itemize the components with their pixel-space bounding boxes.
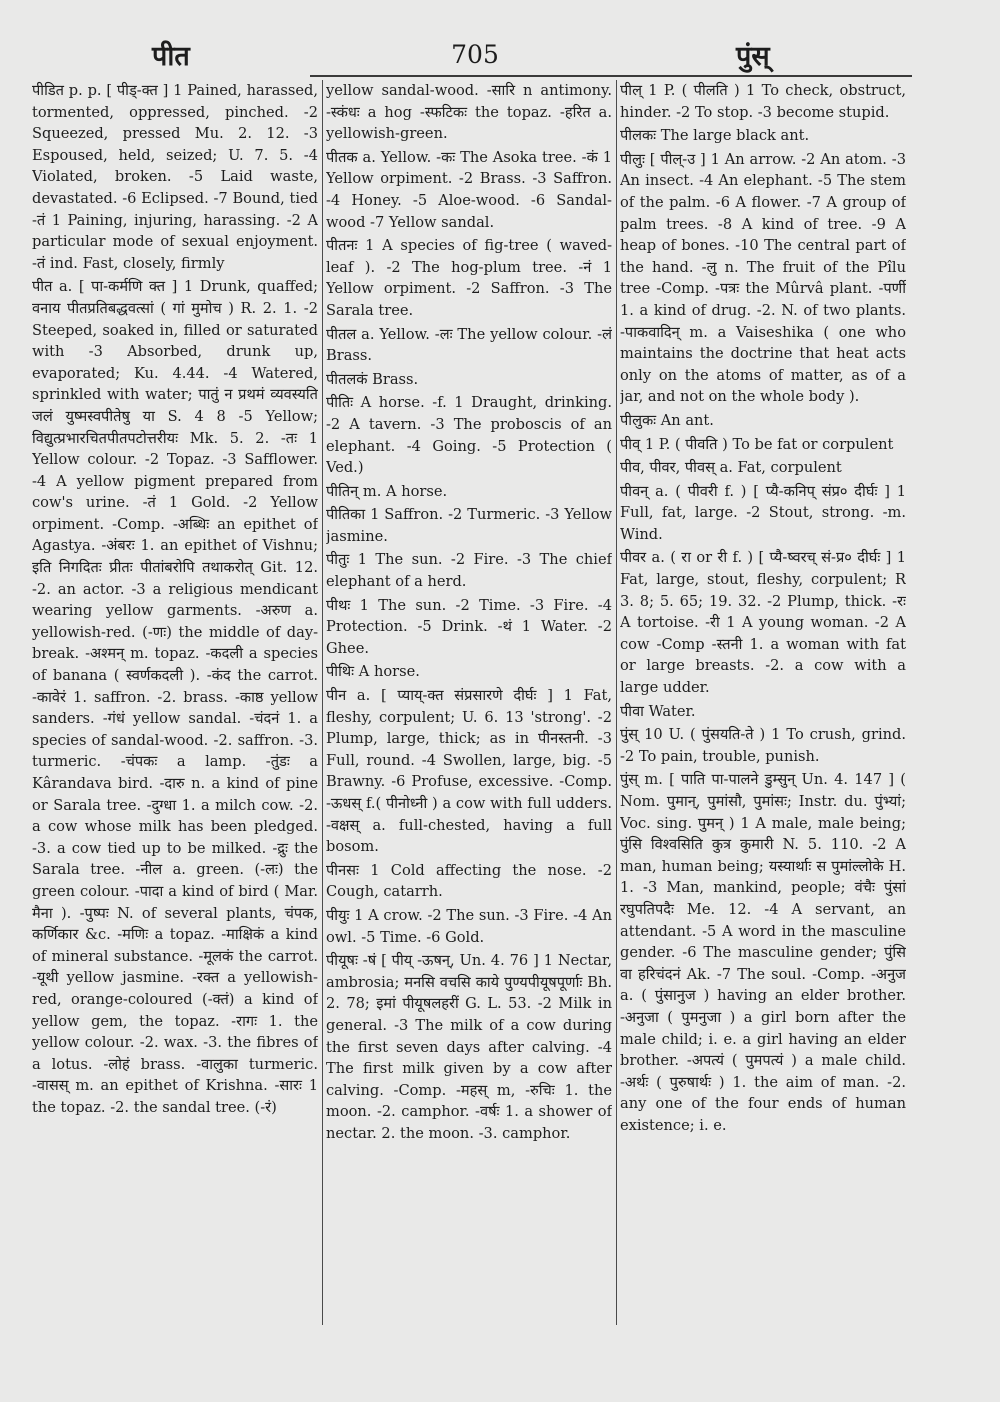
- dictionary-entry: पीयूषः -षं [ पीय् -ऊषन्, Un. 4. 76 ] 1 Nectar, ambrosia; मनसि वचसि काये पुण्यपीयूषपूर्णाः Bh. 2. 78; इमां पीयूषलहरीं G. L. 53. -2 Milk in general. -3 The milk of a cow during the first seven days after calving. -4 The first milk given by a cow after calving. -Comp. -महस् m, -रुचिः 1. the moon. -2. camphor. -वर्षः 1. a shower of nectar. 2. the moon. -3. camphor.: [326, 952, 612, 1142]
- column-divider: [616, 80, 617, 1325]
- dictionary-entry: पीतुः 1 The sun. -2 Fire. -3 The chief elephant of a herd.: [326, 551, 612, 591]
- dictionary-entry: पीवन् a. ( पीवरी f. ) [ प्यै-कनिप् संप्र० दीर्घः ] 1 Full, fat, large. -2 Stout, strong. -m. Wind.: [620, 482, 906, 543]
- dictionary-entry: पीडित p. p. [ पीड्-क्त ] 1 Pained, harassed, tormented, oppressed, pinched. -2 Squeezed, pressed Mu. 2. 12. -3 Espoused, held, seized; U. 7. 5. -4 Violated, broken. -5 Laid waste, devastated. -6 Eclipsed. -7 Bound, tied -तं 1 Paining, injuring, harassing. -2 A particular mode of sexual enjoyment. -तं ind. Fast, closely, firmly: [32, 82, 318, 272]
- dictionary-entry: पीवर a. ( रा or री f. ) [ प्यै-ष्वरच् सं-प्र० दीर्घः ] 1 Fat, large, stout, fleshy, corpulent; R 3. 8; 5. 65; 19. 32. -2 Plump, thick. -रः A tortoise. -री 1 A young woman. -2 A cow -Comp -स्तनी 1. a woman with fat or large breasts. -2. a cow with a large udder.: [620, 549, 906, 697]
- column-2: [326, 80, 612, 1330]
- column-divider: [322, 80, 323, 1325]
- dictionary-entry: पीवा Water.: [620, 702, 696, 720]
- dictionary-entry: पीतक a. Yellow. -कः The Asoka tree. -कं 1 Yellow orpiment. -2 Brass. -3 Saffron. -4 Honey. -5 Aloe-wood. -6 Sandal-wood -7 Yellow sandal.: [326, 148, 612, 231]
- page-header: [0, 28, 1000, 78]
- header-rule: [310, 75, 912, 77]
- dictionary-entry: पीतलकं Brass.: [326, 370, 419, 388]
- dictionary-entry: पीतनः 1 A species of fig-tree ( waved-leaf ). -2 The hog-plum tree. -नं 1 Yellow orpiment. -2 Saffron. -3 The Sarala tree.: [326, 237, 612, 319]
- dictionary-entry: पीलुकः An ant.: [620, 411, 714, 429]
- column-1: [32, 80, 318, 1330]
- dictionary-entry: पीलकः The large black ant.: [620, 127, 810, 145]
- dictionary-entry: पीन a. [ प्याय्-क्त संप्रसारणे दीर्घः ] 1 Fat, fleshy, corpulent; U. 6. 13 'strong'. -2 Plump, large, thick; as in पीनस्तनी. -3 Full, round. -4 Swollen, large, big. -5 Brawny. -6 Profuse, excessive. -Comp. -ऊधस् f.( पीनोध्नी ) a cow with full udders. -वक्षस् a. full-chested, having a full bosom.: [326, 687, 612, 856]
- dictionary-entry: पीथिः A horse.: [326, 663, 420, 681]
- left-guide-word: पीत: [152, 41, 190, 72]
- dictionary-entry: पीतिन् m. A horse.: [326, 482, 448, 500]
- dictionary-entry: पीतिः A horse. -f. 1 Draught, drinking. -2 A tavern. -3 The proboscis of an elephant. -4 Going. -5 Protection ( Ved.): [326, 394, 612, 477]
- column-3: [620, 80, 906, 1330]
- dictionary-entry: पीथः 1 The sun. -2 Time. -3 Fire. -4 Protection. -5 Drink. -थं 1 Water. -2 Ghee.: [326, 596, 612, 657]
- dictionary-entry: पीलुः [ पील्-उ ] 1 An arrow. -2 An atom. -3 An insect. -4 An elephant. -5 The stem of the palm. -6 A flower. -7 A group of palm trees. -8 A kind of tree. -9 A heap of bones. -10 The central part of the hand. -लु n. The fruit of the Pîlu tree -Comp. -पत्रः the Mûrvâ plant. -पर्णी 1. a kind of drug. -2. N. of two plants. -पाकवादिन् m. a Vaiseshika ( one who maintains the doctrine that heat acts only on the atoms of matter, as of a jar, and not on the whole body ).: [620, 150, 906, 406]
- dictionary-entry: पुंस् m. [ पाति पा-पालने डुम्सुन् Un. 4. 147 ] ( Nom. पुमान्, पुमांसौ, पुमांसः; Instr. du. पुंभ्यां; Voc. sing. पुमन् ) 1 A male, male being; पुंसि विश्वसिति कुत्र कुमारी N. 5. 110. -2 A man, human being; यस्यार्थाः स पुमांल्लोके H. 1. -3 Man, mankind, people; वंचैः पुंसां रघुपतिपदैः Me. 12. -4 A servant, an attendant. -5 A word in the masculine gender. -6 The masculine gender; पुंसि वा हरिचंदनं Ak. -7 The soul. -Comp. -अनुज a. ( पुंसानुज ) having an elder brother. -अनुजा ( पुमनुजा ) a girl born after the male child; i. e. a girl having an elder brother. -अपत्यं ( पुमपत्यं ) a male child. -अर्थः ( पुरुषार्थः ) 1. the aim of man. -2. any one of the four ends of human existence; i. e.: [620, 771, 906, 1134]
- dictionary-entry: पीतिका 1 Saffron. -2 Turmeric. -3 Yellow jasmine.: [326, 506, 612, 545]
- dictionary-entry: yellow sandal-wood. -सारि n antimony. -स्कंधः a hog -स्फटिकः the topaz. -हरित a. yellowish-green.: [326, 82, 612, 143]
- dictionary-entry: पीत a. [ पा-कर्मणि क्त ] 1 Drunk, quaffed; वनाय पीतप्रतिबद्धवत्सां ( गां मुमोच ) R. 2. 1. -2 Steeped, soaked in, filled or saturated with -3 Absorbed, drunk up, evaporated; Ku. 4.44. -4 Watered, sprinkled with water; पातुं न प्रथमं व्यवस्यति जलं युष्मस्वपीतेषु या S. 4 8 -5 Yellow; विद्युत्प्रभारचितपीतपटोत्तरीयः Mk. 5. 2. -तः 1 Yellow colour. -2 Topaz. -3 Safflower. -4 A yellow pigment prepared from cow's urine. -तं 1 Gold. -2 Yellow orpiment. -Comp. -अब्धिः an epithet of Agastya. -अंबरः 1. an epithet of Vishnu; इति निगदितः प्रीतः पीतांबरोपि तथाकरोत् Git. 12. -2. an actor. -3 a religious mendicant wearing yellow garments. -अरुण a. yellowish-red. (-णः) the middle of day-break. -अश्मन् m. topaz. -कदली a species of banana ( स्वर्णकदली ). -कंद the carrot. -कावेरं 1. saffron. -2. brass. -काष्ठ yellow sanders. -गंधं yellow sandal. -चंदनं 1. a species of sandal-wood. -2. saffron. -3. turmeric. -चंपकः a lamp. -तुंडः a Kârandava bird. -दारु n. a kind of pine or Sarala tree. -दुग्धा 1. a milch cow. -2. a cow whose milk has been pledged. -3. a cow tied up to be milked. -द्रुः the Sarala tree. -नील a. green. (-लः) the green colour. -पादा a kind of bird ( Mar. मैना ). -पुष्पः N. of several plants, चंपक, कर्णिकार &c. -मणिः a topaz. -माक्षिकं a kind of mineral substance. -मूलकं the carrot. -यूथी yellow jasmine. -रक्त a yellowish-red, orange-coloured (-क्तं) a kind of yellow gem, the topaz. -रागः 1. the yellow colour. -2. wax. -3. the fibres of a lotus. -लोहं brass. -वालुका turmeric. -वासस् m. an epithet of Krishna. -सारः 1 the topaz. -2. the sandal tree. (-रं): [32, 278, 318, 1116]
- dictionary-entry: पीनसः 1 Cold affecting the nose. -2 Cough, catarrh.: [326, 861, 612, 901]
- dictionary-entry: पील् 1 P. ( पीलति ) 1 To check, obstruct, hinder. -2 To stop. -3 become stupid.: [620, 82, 906, 121]
- dictionary-entry: पीतल a. Yellow. -लः The yellow colour. -लं Brass.: [326, 325, 612, 365]
- dictionary-entry: पीव, पीवर, पीवस् a. Fat, corpulent: [620, 459, 842, 477]
- right-guide-word: पुंस्: [736, 41, 770, 72]
- dictionary-entry: पीयुः 1 A crow. -2 The sun. -3 Fire. -4 An owl. -5 Time. -6 Gold.: [326, 906, 612, 946]
- page-number: 705: [451, 40, 499, 69]
- dictionary-entry: पीव् 1 P. ( पीवति ) To be fat or corpulent: [620, 435, 894, 453]
- dictionary-entry: पुंस् 10 U. ( पुंसयति-ते ) 1 To crush, grind. -2 To pain, trouble, punish.: [620, 726, 906, 765]
